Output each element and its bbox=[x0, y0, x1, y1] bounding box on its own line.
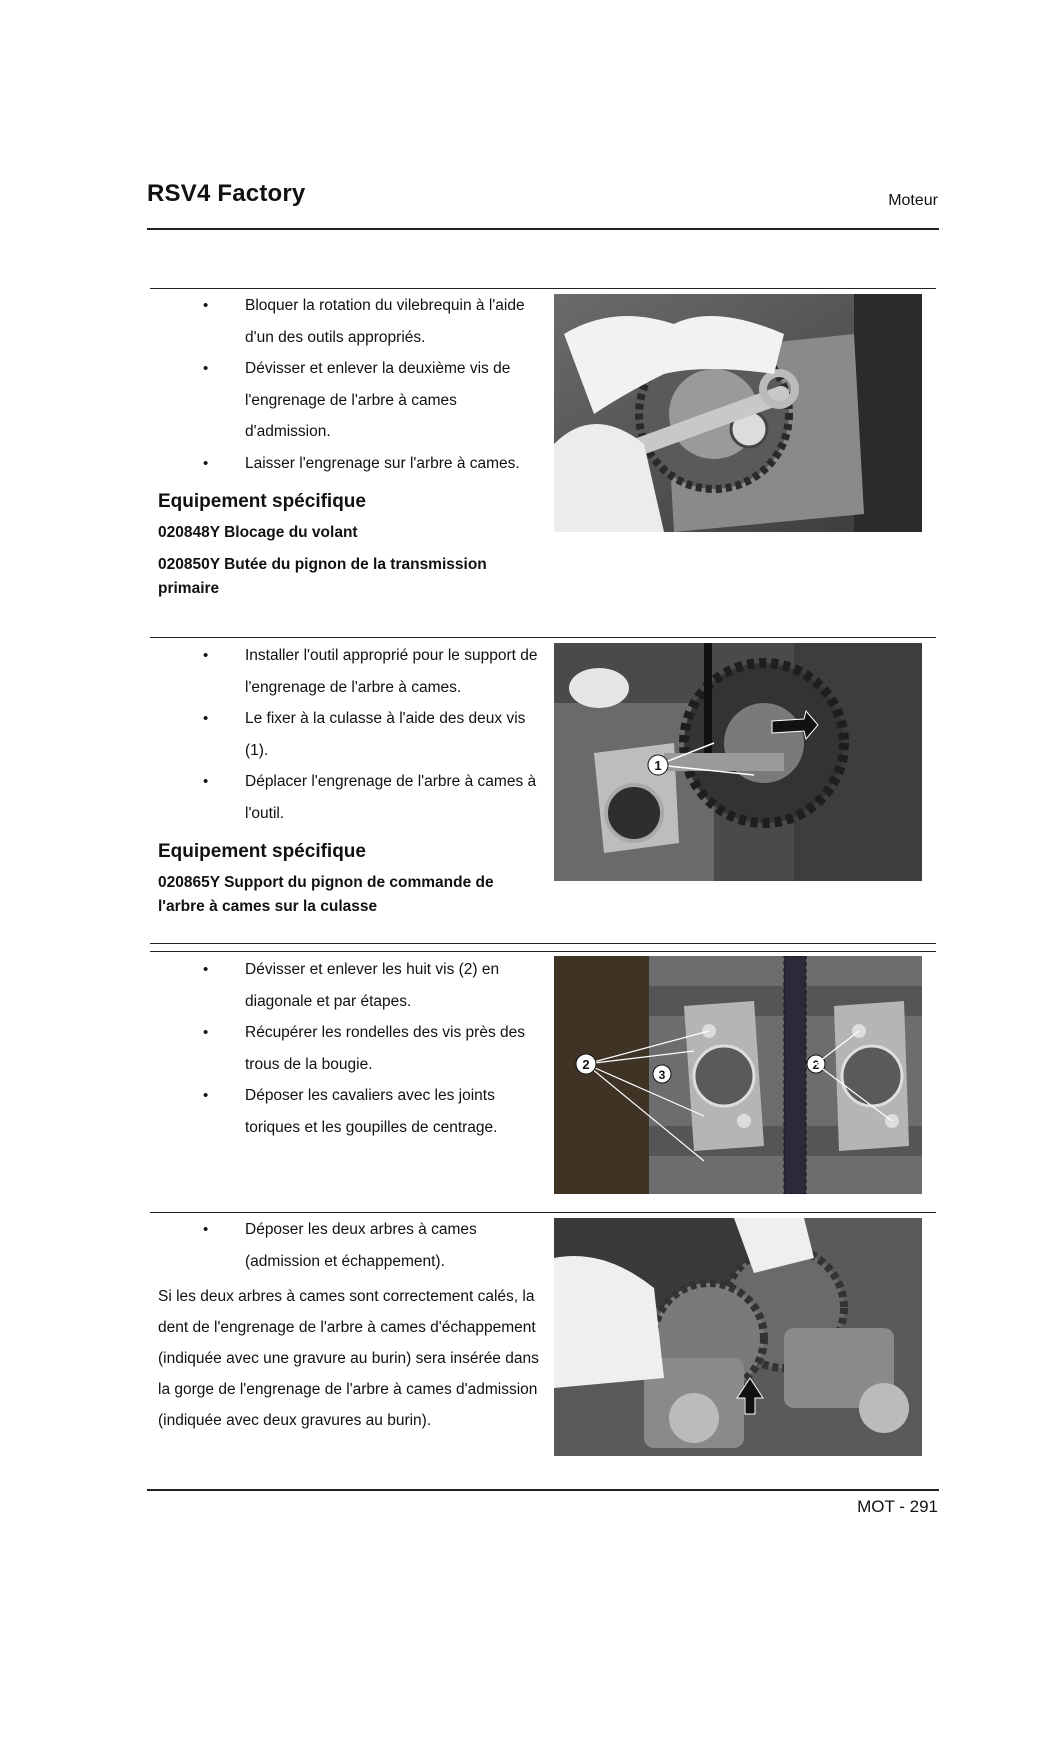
block-1-top-rule bbox=[150, 288, 936, 289]
list-item bbox=[158, 640, 543, 703]
list-item bbox=[158, 954, 543, 1017]
block-1-steps bbox=[158, 290, 543, 479]
list-item bbox=[158, 703, 543, 766]
equipment-heading: Equipement spécifique bbox=[158, 491, 366, 512]
block-1-text bbox=[158, 290, 543, 601]
equipment-item: 020865Y Support du pignon de commande de l'arbre à cames sur la culasse bbox=[158, 874, 494, 915]
bullet: • bbox=[203, 773, 209, 790]
photo-wrench-on-cam-gear bbox=[554, 294, 922, 532]
document-title: RSV4 Factory bbox=[147, 180, 306, 207]
step-text: Laisser l'engrenage sur l'arbre à cames. bbox=[245, 454, 520, 472]
list-item bbox=[158, 1080, 543, 1143]
block-4-steps bbox=[158, 1214, 543, 1277]
list-item bbox=[158, 353, 543, 448]
page-number: MOT - 291 bbox=[857, 1497, 938, 1516]
step-text: Déposer les cavaliers avec les joints toriques et les goupilles de centrage. bbox=[245, 1087, 498, 1136]
list-item bbox=[158, 766, 543, 829]
block-4-top-rule bbox=[150, 1212, 936, 1213]
bullet: • bbox=[203, 710, 209, 727]
block-2-text bbox=[158, 640, 543, 919]
step-text: Installer l'outil approprié pour le support de l'engrenage de l'arbre à cames. bbox=[245, 647, 538, 696]
block-3-steps bbox=[158, 954, 543, 1143]
header-rule bbox=[147, 228, 939, 230]
step-text: Déposer les deux arbres à cames (admission et échappement). bbox=[245, 1221, 477, 1270]
note-paragraph: Si les deux arbres à cames sont correctement calés, la dent de l'engrenage de l'arbre à cames d'échappement (indiquée avec une gravure au burin) sera insérée dans la gorge de l'engrenage de l'arbre à cames d'admission (indiquée avec deux gravures au burin). bbox=[158, 1288, 539, 1429]
footer-rule bbox=[147, 1489, 939, 1491]
bullet: • bbox=[203, 961, 209, 978]
equipment-item: 020848Y Blocage du volant bbox=[158, 524, 358, 541]
block-3-second-rule bbox=[150, 951, 936, 952]
block-3-text bbox=[158, 954, 543, 1143]
photo-callout-2-right: 2 bbox=[812, 1058, 820, 1072]
step-text: Le fixer à la culasse à l'aide des deux vis (1). bbox=[245, 710, 526, 759]
block-2-steps bbox=[158, 640, 543, 829]
bullet: • bbox=[203, 1024, 209, 1041]
step-text: Déplacer l'engrenage de l'arbre à cames à l'outil. bbox=[245, 773, 537, 822]
bullet: • bbox=[203, 647, 209, 664]
list-item bbox=[158, 448, 543, 480]
equipment-item: 020850Y Butée du pignon de la transmission primaire bbox=[158, 556, 487, 597]
block-4-text bbox=[158, 1214, 543, 1436]
bullet: • bbox=[203, 1087, 209, 1104]
step-text: Récupérer les rondelles des vis près des trous de la bougie. bbox=[245, 1024, 525, 1073]
block-2-top-rule bbox=[150, 637, 936, 638]
step-text: Dévisser et enlever la deuxième vis de l'engrenage de l'arbre à cames d'admission. bbox=[245, 360, 511, 440]
bullet: • bbox=[203, 454, 209, 472]
bullet: • bbox=[203, 297, 209, 314]
list-item bbox=[158, 290, 543, 353]
photo-cam-gear-support-tool bbox=[554, 643, 922, 881]
equipment-heading: Equipement spécifique bbox=[158, 841, 366, 862]
photo-callout-3: 3 bbox=[658, 1068, 666, 1082]
bullet: • bbox=[203, 360, 209, 377]
photo-camshaft-removal bbox=[554, 1218, 922, 1456]
photo-callout-1: 1 bbox=[654, 758, 662, 773]
section-name: Moteur bbox=[888, 192, 938, 209]
step-text: Dévisser et enlever les huit vis (2) en diagonale et par étapes. bbox=[245, 961, 500, 1010]
block-3-top-rule bbox=[150, 943, 936, 944]
photo-callout-2-left: 2 bbox=[582, 1057, 590, 1072]
photo-camshaft-caps bbox=[554, 956, 922, 1194]
list-item bbox=[158, 1017, 543, 1080]
list-item bbox=[158, 1214, 543, 1277]
step-text: Bloquer la rotation du vilebrequin à l'aide d'un des outils appropriés. bbox=[245, 297, 525, 346]
bullet: • bbox=[203, 1221, 209, 1238]
